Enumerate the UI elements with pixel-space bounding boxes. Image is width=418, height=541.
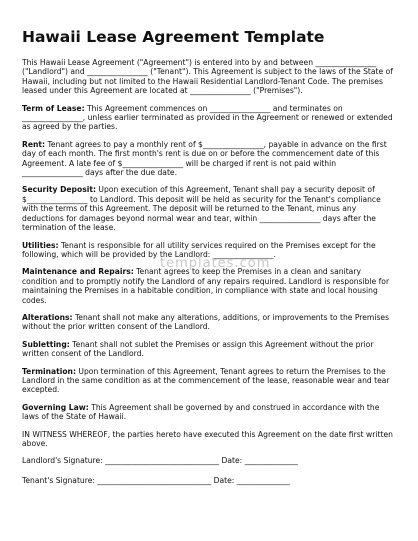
section-heading: Maintenance and Repairs: [22, 267, 134, 277]
section-heading: Termination: [22, 366, 77, 376]
section-term [22, 104, 398, 132]
section-heading: Governing Law: [22, 402, 89, 412]
section-heading: Term of Lease: [22, 103, 85, 113]
section-text: Upon execution of this Agreement, Tenant shall pay a security deposit of $________________ to Landlord. This deposit will be held as security for the Tenant's compliance with the terms of this Agreement. The deposit will be returned to the Tenant, minus any deductions for damages beyond normal wear and tear, within ________________ days after the termination of the lease. [22, 185, 381, 233]
section-heading: Security Deposit: [22, 185, 96, 195]
section-text: Tenant agrees to pay a monthly rent of $________________, payable in advance on the first day of each month. The first month's rent is due on or before the commencement date of this Agreement. A late fee of $________________ will be charged if rent is not paid within ________________ days after the due date. [22, 139, 387, 178]
section-maintenance [22, 267, 398, 305]
section-text: This Agreement shall be governed by and construed in accordance with the laws of the State of Hawaii. [22, 402, 380, 422]
section-rent [22, 140, 398, 178]
section-heading: Alterations: [22, 312, 73, 322]
section-termination [22, 367, 398, 395]
section-heading: Utilities: [22, 240, 59, 250]
document-title: Hawaii Lease Agreement Template [22, 28, 325, 46]
section-security-deposit [22, 185, 398, 232]
section-text: Tenant shall not make any alterations, additions, or improvements to the Premises without the prior written consent of the Landlord. [22, 312, 390, 332]
landlord-signature-line: Landlord's Signature: ______________________________ Date: ______________ [22, 456, 298, 466]
witness-clause: IN WITNESS WHEREOF, the parties hereto have executed this Agreement on the date first written above. [22, 429, 393, 448]
section-subletting [22, 340, 398, 359]
intro-paragraph: This Hawaii Lease Agreement ("Agreement") is entered into by and between ________________ ("Landlord") and ________________ ("Tenant"). This Agreement is subject to the laws of the State of Hawaii, including but not limited to the Hawaii Residential Landlord-Tenant Code. The premises leased under this Agreement are located at ________________ ("Premises"). [22, 58, 393, 96]
section-heading: Subletting: [22, 339, 70, 349]
tenant-signature-line: Tenant's Signature: ______________________________ Date: ______________ [22, 475, 290, 485]
section-text: Upon termination of this Agreement, Tenant agrees to return the Premises to the Landlord in the same condition as at the commencement of the lease, reasonable wear and tear excepted. [22, 366, 390, 395]
section-text: Tenant shall not sublet the Premises or assign this Agreement without the prior written consent of the Landlord. [22, 339, 374, 359]
section-text: Tenant agrees to keep the Premises in a clean and sanitary condition and to promptly notify the Landlord of any repairs required. Landlord is responsible for maintaining the Premises in a habitable condition, in compliance with state and local housing codes. [22, 267, 390, 305]
section-text: Tenant is responsible for all utility services required on the Premises except for the following, which will be provided by the Landlord: ________________. [22, 240, 376, 259]
section-text: This Agreement commences on ________________ and terminates on ________________, unless earlier terminated as provided in the Agreement or renewed or extended as agreed by the parties. [22, 103, 393, 132]
section-heading: Rent: [22, 139, 46, 149]
section-alterations [22, 313, 398, 332]
watermark: templates.com [160, 256, 271, 271]
section-governing-law [22, 403, 398, 422]
